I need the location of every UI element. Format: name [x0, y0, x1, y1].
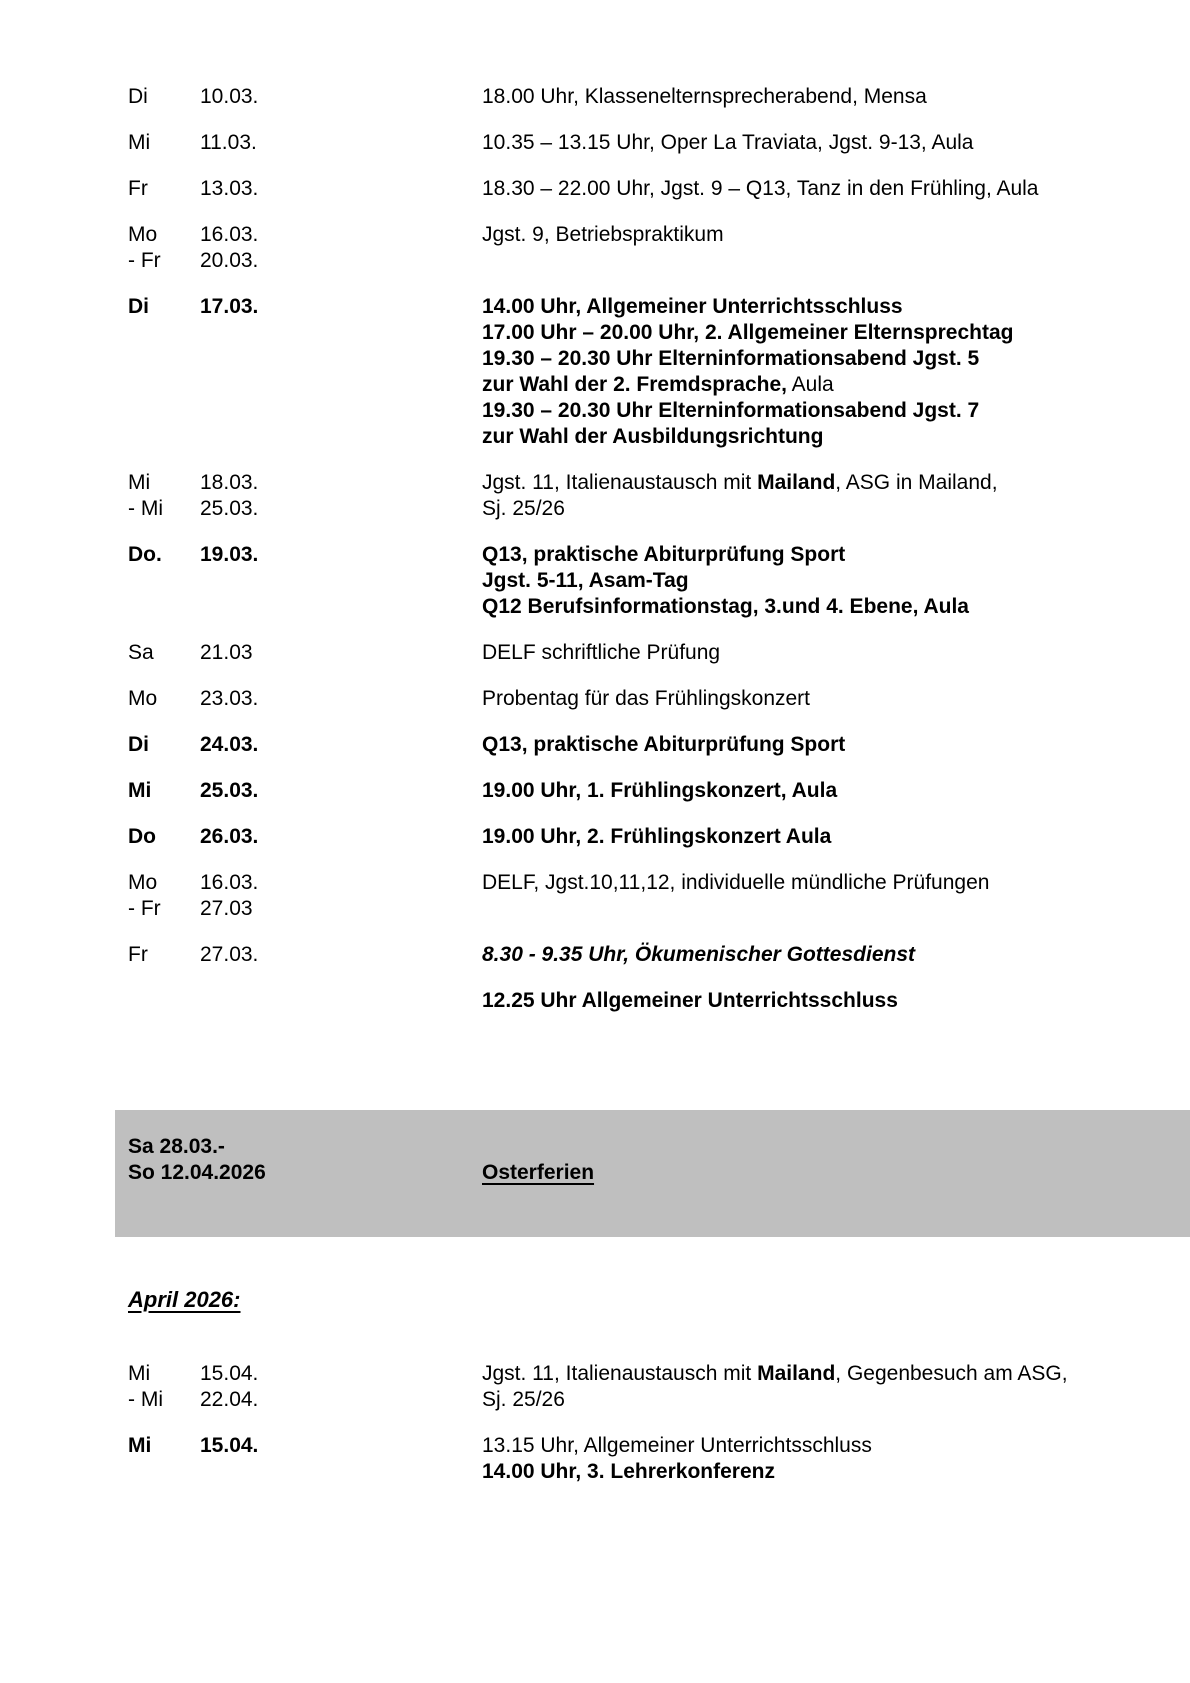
event-description	[482, 130, 1170, 156]
event-day: Fr	[128, 943, 148, 966]
event-day: Di	[128, 295, 149, 318]
event-text: 10.35 – 13.15 Uhr, Oper La Traviata, Jgst. 9-13, Aula	[482, 131, 974, 154]
event-day: Mo	[128, 687, 158, 710]
event-row	[128, 294, 1170, 450]
event-description-line	[482, 640, 1170, 666]
event-description	[482, 176, 1170, 202]
event-row	[128, 686, 1170, 712]
event-description-line	[482, 424, 1170, 450]
event-text: 17.00 Uhr – 20.00 Uhr, 2. Allgemeiner Elternsprechtag	[482, 321, 1014, 344]
event-row	[128, 1433, 1170, 1485]
event-description-line	[482, 372, 1170, 398]
event-date-column	[128, 294, 482, 450]
event-date-column	[128, 778, 482, 804]
event-date-column	[128, 176, 482, 202]
schedule-section-april	[128, 1361, 1170, 1485]
osterferien-label: Osterferien	[482, 1161, 595, 1184]
event-date-column	[128, 1433, 482, 1485]
event-day: - Mi	[128, 497, 163, 520]
event-description-line	[482, 686, 1170, 712]
event-date: 27.03.	[200, 943, 259, 966]
banner-date-line: So 12.04.2026	[128, 1161, 266, 1184]
event-description	[482, 470, 1170, 522]
event-text: Jgst. 11, Italienaustausch mit	[482, 1362, 758, 1385]
event-text: Jgst. 11, Italienaustausch mit	[482, 471, 758, 494]
event-text: 8.30 - 9.35 Uhr, Ökumenischer Gottesdienst	[482, 943, 915, 966]
event-date: 18.03.	[200, 471, 259, 494]
event-row	[128, 870, 1170, 922]
event-description-line	[482, 542, 1170, 568]
event-day: Mo	[128, 223, 158, 246]
event-date-column	[128, 470, 482, 522]
event-row	[128, 942, 1170, 1014]
event-text: Q12 Berufsinformationstag, 3.und 4. Ebene, Aula	[482, 595, 969, 618]
event-text: Sj. 25/26	[482, 497, 565, 520]
event-text: , ASG in Mailand,	[835, 471, 998, 494]
event-text: 19.30 – 20.30 Uhr Elterninformationsabend Jgst. 5	[482, 347, 980, 370]
event-description	[482, 1361, 1170, 1413]
event-date-column	[128, 542, 482, 620]
event-day: Mi	[128, 1434, 152, 1457]
event-row	[128, 732, 1170, 758]
event-day: Di	[128, 85, 148, 108]
banner-date-line: Sa 28.03.-	[128, 1135, 225, 1158]
event-description-line	[482, 398, 1170, 424]
event-date-column	[128, 222, 482, 274]
event-date-line	[128, 824, 482, 850]
event-day: Mi	[128, 1362, 151, 1385]
event-day: Do	[128, 825, 156, 848]
event-date-line	[128, 176, 482, 202]
event-date-column	[128, 640, 482, 666]
event-date-line	[128, 294, 482, 320]
event-date-column	[128, 732, 482, 758]
event-day: Do.	[128, 543, 162, 566]
event-text: 13.15 Uhr, Allgemeiner Unterrichtsschluss	[482, 1434, 872, 1457]
event-description	[482, 84, 1170, 110]
event-date-line	[128, 778, 482, 804]
event-date-column	[128, 870, 482, 922]
event-description	[482, 640, 1170, 666]
event-date-line	[128, 1387, 482, 1413]
event-date-column	[128, 130, 482, 156]
event-text: 19.30 – 20.30 Uhr Elterninformationsabend Jgst. 7	[482, 399, 980, 422]
event-description-line	[482, 320, 1170, 346]
event-description	[482, 294, 1170, 450]
event-row	[128, 778, 1170, 804]
event-text: 18.00 Uhr, Klassenelternsprecherabend, Mensa	[482, 85, 927, 108]
event-date: 21.03	[200, 641, 253, 664]
event-day: - Fr	[128, 897, 161, 920]
event-date: 26.03.	[200, 825, 259, 848]
event-day: Sa	[128, 641, 154, 664]
event-description	[482, 778, 1170, 804]
event-date-column	[128, 84, 482, 110]
banner-date-column	[128, 1134, 482, 1186]
event-date: 25.03.	[200, 497, 259, 520]
event-description-line	[482, 84, 1170, 110]
event-date: 19.03.	[200, 543, 259, 566]
event-text: Probentag für das Frühlingskonzert	[482, 687, 811, 710]
event-description-line	[482, 594, 1170, 620]
event-date-line	[128, 130, 482, 156]
event-description-line	[482, 470, 1170, 496]
event-description	[482, 1433, 1170, 1485]
event-date-column	[128, 824, 482, 850]
event-date: 16.03.	[200, 223, 259, 246]
event-text: DELF schriftliche Prüfung	[482, 641, 721, 664]
event-description-line	[482, 130, 1170, 156]
event-date-line	[128, 870, 482, 896]
event-date: 15.04.	[200, 1434, 259, 1457]
event-text: Jgst. 5-11, Asam-Tag	[482, 569, 689, 592]
event-description-line	[482, 294, 1170, 320]
event-row	[128, 1361, 1170, 1413]
event-day: - Fr	[128, 249, 161, 272]
event-date-line	[128, 942, 482, 968]
event-date: 17.03.	[200, 295, 259, 318]
event-description-line	[482, 1387, 1170, 1413]
event-row	[128, 542, 1170, 620]
event-date: 20.03.	[200, 249, 259, 272]
event-date-line	[128, 640, 482, 666]
event-description-line	[482, 870, 1170, 896]
event-day: Di	[128, 733, 149, 756]
event-description	[482, 824, 1170, 850]
event-text: 19.00 Uhr, 2. Frühlingskonzert Aula	[482, 825, 832, 848]
event-row	[128, 130, 1170, 156]
event-date: 11.03.	[200, 131, 257, 154]
event-date-column	[128, 942, 482, 1014]
event-description	[482, 732, 1170, 758]
event-date-line	[128, 248, 482, 274]
event-description	[482, 870, 1170, 922]
event-day: Mi	[128, 131, 151, 154]
schedule-section-march	[128, 84, 1170, 1014]
event-date: 13.03.	[200, 177, 259, 200]
event-description	[482, 686, 1170, 712]
event-text: zur Wahl der 2. Fremdsprache,	[482, 373, 787, 396]
event-text: DELF, Jgst.10,11,12, individuelle mündliche Prüfungen	[482, 871, 990, 894]
event-date-line	[128, 1433, 482, 1459]
event-description-line	[482, 496, 1170, 522]
april-heading: April 2026:	[128, 1287, 241, 1312]
event-description-line	[482, 824, 1170, 850]
osterferien-banner	[115, 1110, 1190, 1237]
event-text: Jgst. 9, Betriebspraktikum	[482, 223, 724, 246]
event-text: 19.00 Uhr, 1. Frühlingskonzert, Aula	[482, 779, 838, 802]
event-row	[128, 222, 1170, 274]
event-date-line	[128, 1361, 482, 1387]
event-day: - Mi	[128, 1388, 163, 1411]
event-day: Fr	[128, 177, 148, 200]
event-description-line	[482, 988, 1170, 1014]
event-date-column	[128, 1361, 482, 1413]
event-row	[128, 176, 1170, 202]
event-date-line	[128, 84, 482, 110]
event-date: 22.04.	[200, 1388, 259, 1411]
event-date-line	[128, 470, 482, 496]
event-description-line	[482, 1361, 1170, 1387]
event-text: 12.25 Uhr Allgemeiner Unterrichtsschluss	[482, 989, 898, 1012]
event-date: 10.03.	[200, 85, 259, 108]
event-text: 14.00 Uhr, 3. Lehrerkonferenz	[482, 1460, 775, 1483]
event-text: Mailand	[757, 1362, 836, 1385]
event-row	[128, 84, 1170, 110]
event-text: zur Wahl der Ausbildungsrichtung	[482, 425, 824, 448]
event-text: Aula	[786, 373, 834, 396]
event-description	[482, 942, 1170, 1014]
event-row	[128, 470, 1170, 522]
event-date-line	[128, 896, 482, 922]
event-date-column	[128, 686, 482, 712]
event-description	[482, 542, 1170, 620]
event-date: 23.03.	[200, 687, 259, 710]
event-text: 18.30 – 22.00 Uhr, Jgst. 9 – Q13, Tanz in den Frühling, Aula	[482, 177, 1039, 200]
event-day: Mi	[128, 779, 152, 802]
event-description-line	[482, 176, 1170, 202]
event-description-line	[482, 1433, 1170, 1459]
event-text: Sj. 25/26	[482, 1388, 565, 1411]
event-date: 25.03.	[200, 779, 259, 802]
event-description-line	[482, 942, 1170, 968]
event-text: , Gegenbesuch am ASG,	[835, 1362, 1068, 1385]
event-date: 16.03.	[200, 871, 259, 894]
event-text: Q13, praktische Abiturprüfung Sport	[482, 543, 846, 566]
event-date-line	[128, 222, 482, 248]
event-row	[128, 824, 1170, 850]
event-date: 15.04.	[200, 1362, 259, 1385]
event-date-line	[128, 496, 482, 522]
event-text: Q13, praktische Abiturprüfung Sport	[482, 733, 846, 756]
event-date-line	[128, 542, 482, 568]
event-description	[482, 222, 1170, 274]
event-description-line	[482, 568, 1170, 594]
event-description-line	[482, 778, 1170, 804]
event-description-line	[482, 346, 1170, 372]
event-date-line	[128, 732, 482, 758]
event-day: Mi	[128, 471, 151, 494]
event-description-line	[482, 222, 1170, 248]
event-text: 14.00 Uhr, Allgemeiner Unterrichtsschluss	[482, 295, 903, 318]
event-date-line	[128, 686, 482, 712]
event-date: 27.03	[200, 897, 253, 920]
event-text: Mailand	[757, 471, 836, 494]
event-day: Mo	[128, 871, 158, 894]
event-description-line	[482, 1459, 1170, 1485]
event-row	[128, 640, 1170, 666]
event-date: 24.03.	[200, 733, 259, 756]
event-description-line	[482, 732, 1170, 758]
